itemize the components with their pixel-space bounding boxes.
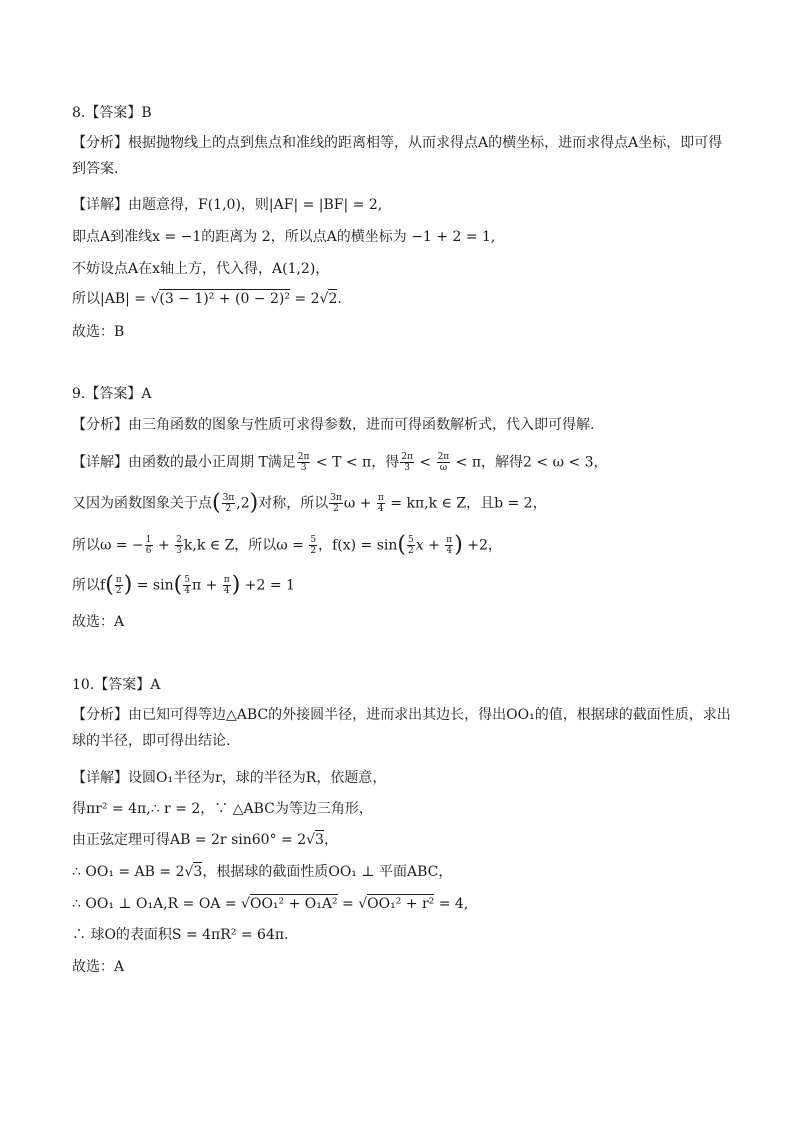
detail-text-a: 所以ω = − <box>72 537 144 554</box>
detail-text-a: 由正弦定理可得AB = 2r sin60° = 2 <box>72 832 307 848</box>
detail-text-d: < π，解得2 < ω < 3， <box>451 454 608 471</box>
q8-detail-1 <box>72 196 382 214</box>
fraction-2pi-3: $\frac{2\pi}{3}$ <box>297 452 310 473</box>
fraction-2pi-3: $\frac{2\pi}{3}$ <box>401 452 413 473</box>
detail-text-a: ∴ OO₁ ⊥ O₁A,R = OA = <box>72 896 242 912</box>
detail-text-c: = <box>337 896 359 912</box>
detail-text-b: < T < π，得 <box>311 454 400 471</box>
q10-detail-6: ∴ 球O的表面积S = 4πR² = 64π. <box>72 927 289 943</box>
analysis-tag: 【分析】 <box>72 135 128 151</box>
fraction-5-4: $\frac{5}{4}$ <box>184 575 190 596</box>
analysis-tag: 【分析】 <box>72 707 128 723</box>
q8-answer: 8.【答案】B <box>72 105 152 121</box>
q10-choice: 故选：A <box>72 959 125 975</box>
q9-answer: 9.【答案】A <box>72 386 152 402</box>
q8-analysis <box>72 130 732 182</box>
fraction-3pi-2: $\frac{3\pi}{2}$ <box>222 493 235 514</box>
detail-text-a: 又因为函数图象关于点 <box>72 495 212 512</box>
analysis-text: 根据抛物线上的点到焦点和准线的距离相等，从而求得点A的横坐标，进而求得点A坐标，即可得到答案. <box>72 135 723 177</box>
detail-text-a: 由函数的最小正周期 T满足 <box>128 454 296 471</box>
detail-text-b: = sin <box>132 577 174 594</box>
analysis-text: 由三角函数的图象与性质可求得参数，进而可得函数解析式，代入即可得解. <box>128 417 595 433</box>
detail-text-b: + <box>153 537 175 554</box>
analysis-text: 由已知可得等边△ABC的外接圆半径，进而求出其边长，得出OO₁的值，根据球的截面性质，求出球的半径，即可得出结论. <box>72 707 731 749</box>
q9-detail-1 <box>72 452 608 473</box>
fraction-pi-4: $\frac{\pi}{4}$ <box>223 575 230 596</box>
detail-text: 由题意得，F(1,0)，则|AF| = |BF| = 2, <box>128 197 383 213</box>
analysis-tag: 【分析】 <box>72 417 128 433</box>
detail-text-b: 对称，所以 <box>258 495 329 512</box>
sqrt-3: 3 <box>315 832 324 848</box>
formula-prefix: 所以|AB| = <box>72 291 151 307</box>
q10-detail-3: 由正弦定理可得AB = 2r sin60° = 2√3， <box>72 832 338 848</box>
fraction-2-3: $\frac{2}{3}$ <box>176 535 182 556</box>
detail-text-e: = 4, <box>434 896 469 912</box>
q10-detail-5: ∴ OO₁ ⊥ O₁A,R = OA = √OO₁² + O₁A² = √OO₁² + r² = 4, <box>72 896 469 912</box>
q9-detail-2: 又因为函数图象关于点( $\frac{3\pi}{2}$ ,2)对称，所以 $\frac{3\pi}{2}$ ω + $\frac{\pi}{4}$ = kπ,k ∈ Z，且b = 2， <box>72 490 547 516</box>
q9-detail-3: 所以ω = − $\frac{1}{6}$ + $\frac{2}{3}$ k,k ∈ Z，所以ω = $\frac{5}{2}$ ，f(x) = sin( $\frac{5}{2}$ x + $\frac{\pi}{4}$ ) +2， <box>72 532 502 558</box>
q9-choice: 故选：A <box>72 614 125 630</box>
formula-sqrt: (3 − 1)² + (0 − 2)² <box>159 291 290 307</box>
sqrt-expr-1: OO₁² + O₁A² <box>249 896 338 912</box>
q10-detail-1 <box>72 769 386 787</box>
sqrt-3: 3 <box>193 864 203 880</box>
detail-text-c: ， <box>323 832 338 848</box>
detail-text: 设圆O₁半径为r，球的半径为R，依题意， <box>128 770 387 786</box>
q8-detail-4: 所以|AB| = √(3 − 1)² + (0 − 2)² = 2√2. <box>72 291 342 307</box>
formula-end: . <box>337 291 342 307</box>
detail-text-d: = kπ,k ∈ Z，且b = 2， <box>385 495 547 512</box>
q9-analysis <box>72 416 594 434</box>
fraction-2pi-omega: $\frac{2\pi}{\omega}$ <box>437 452 450 473</box>
sqrt-expr-2: OO₁² + r² <box>367 896 435 912</box>
detail-text-a: ∴ OO₁ = AB = 2 <box>72 864 185 880</box>
fraction-pi-4: $\frac{\pi}{4}$ <box>446 535 453 556</box>
detail-tag: 【详解】 <box>72 197 128 213</box>
detail-tag: 【详解】 <box>72 454 128 471</box>
detail-tag: 【详解】 <box>72 770 128 786</box>
fraction-pi-4: $\frac{\pi}{4}$ <box>377 493 384 514</box>
fraction-5-2: $\frac{5}{2}$ <box>310 535 317 556</box>
detail-text-c: +2 = 1 <box>240 577 295 594</box>
detail-text-d: ，f(x) = sin <box>318 537 398 554</box>
detail-text-c: k,k ∈ Z，所以ω = <box>183 537 309 554</box>
formula-eq: = 2 <box>289 291 320 307</box>
fraction-pi-2: $\frac{\pi}{2}$ <box>115 575 122 596</box>
fraction-3pi-2: $\frac{3\pi}{2}$ <box>330 493 342 514</box>
q10-answer: 10.【答案】A <box>72 677 161 693</box>
fraction-1-6: $\frac{1}{6}$ <box>145 535 152 556</box>
q9-detail-4: 所以f( $\frac{\pi}{2}$ ) = sin( $\frac{5}{4}$ π + $\frac{\pi}{4}$ ) +2 = 1 <box>72 572 295 598</box>
detail-text-a: 所以f <box>72 577 106 594</box>
q8-detail-3: 不妨设点A在x轴上方，代入得，A(1,2)， <box>72 261 330 277</box>
q10-detail-2: 得πr² = 4π,∴ r = 2，∵ △ABC为等边三角形， <box>72 801 373 817</box>
detail-text-c: ，根据球的截面性质OO₁ ⊥ 平面ABC， <box>202 864 453 880</box>
q10-analysis <box>72 702 732 754</box>
detail-text-e: +2， <box>462 537 502 554</box>
fraction-5-2: $\frac{5}{2}$ <box>408 535 414 556</box>
q8-choice: 故选：B <box>72 324 125 340</box>
formula-sqrt2: 2 <box>328 291 338 307</box>
detail-text-c: < <box>414 454 436 471</box>
detail-text-c: ω + <box>343 495 376 512</box>
q8-detail-2: 即点A到准线x = −1的距离为 2，所以点A的横坐标为 −1 + 2 = 1, <box>72 229 496 245</box>
q10-detail-4: ∴ OO₁ = AB = 2√3，根据球的截面性质OO₁ ⊥ 平面ABC， <box>72 864 453 880</box>
